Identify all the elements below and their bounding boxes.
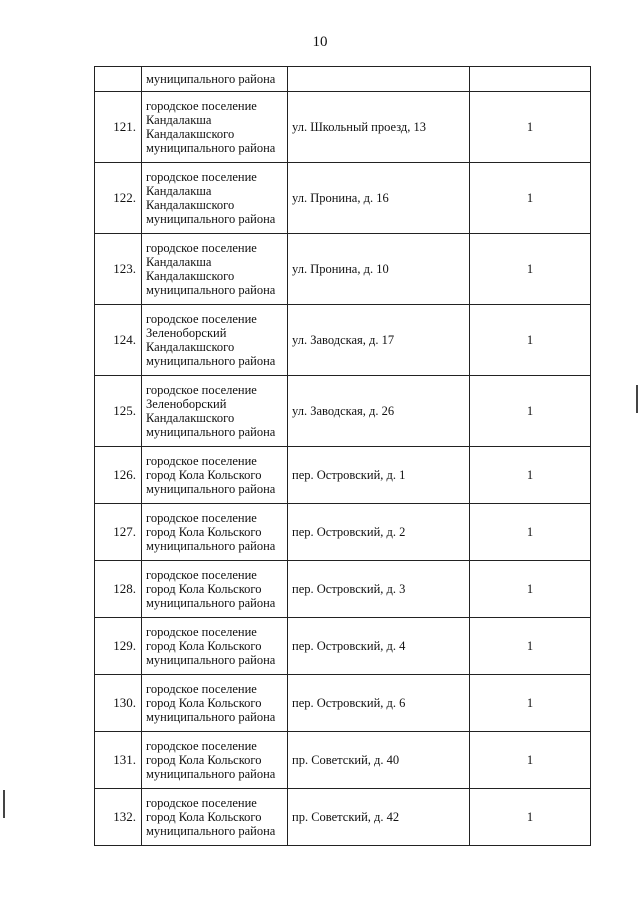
table-row-continued [95, 67, 591, 92]
table-body [95, 67, 591, 846]
address-cell: ул. Школьный проезд, 13 [288, 92, 470, 163]
address-cell: ул. Заводская, д. 17 [288, 305, 470, 376]
municipality-cell: городское поселение Зеленоборский Кандалакшского муниципального района [142, 376, 288, 447]
municipality-cell: городское поселение город Кола Кольского муниципального района [142, 675, 288, 732]
table-row [95, 504, 591, 561]
table-row [95, 92, 591, 163]
address-cell: пер. Островский, д. 4 [288, 618, 470, 675]
quantity-cell: 1 [470, 504, 591, 561]
scan-edge-mark [636, 385, 638, 413]
address-cell [288, 67, 470, 92]
table-row [95, 305, 591, 376]
municipality-cell: городское поселение город Кола Кольского муниципального района [142, 504, 288, 561]
row-number: 121. [95, 92, 142, 163]
row-number: 132. [95, 789, 142, 846]
row-number: 127. [95, 504, 142, 561]
page-number: 10 [312, 34, 328, 50]
municipality-cell: городское поселение город Кола Кольского муниципального района [142, 561, 288, 618]
quantity-cell: 1 [470, 163, 591, 234]
row-number: 129. [95, 618, 142, 675]
row-number: 122. [95, 163, 142, 234]
municipality-cell: городское поселение Кандалакша Кандалакшского муниципального района [142, 234, 288, 305]
table-row [95, 618, 591, 675]
quantity-cell [470, 67, 591, 92]
table-row [95, 561, 591, 618]
address-cell: ул. Заводская, д. 26 [288, 376, 470, 447]
address-cell: пер. Островский, д. 2 [288, 504, 470, 561]
table-row [95, 376, 591, 447]
quantity-cell: 1 [470, 234, 591, 305]
row-number: 124. [95, 305, 142, 376]
quantity-cell: 1 [470, 376, 591, 447]
municipality-cell: городское поселение Кандалакша Кандалакшского муниципального района [142, 163, 288, 234]
row-number [95, 67, 142, 92]
municipality-cell: городское поселение Зеленоборский Кандалакшского муниципального района [142, 305, 288, 376]
row-number: 131. [95, 732, 142, 789]
row-number: 125. [95, 376, 142, 447]
table-row [95, 447, 591, 504]
municipality-cell: городское поселение город Кола Кольского муниципального района [142, 618, 288, 675]
municipality-cell: городское поселение город Кола Кольского муниципального района [142, 732, 288, 789]
quantity-cell: 1 [470, 92, 591, 163]
scan-edge-mark [3, 790, 5, 818]
row-number: 126. [95, 447, 142, 504]
address-cell: пер. Островский, д. 1 [288, 447, 470, 504]
address-cell: ул. Пронина, д. 16 [288, 163, 470, 234]
address-cell: пер. Островский, д. 3 [288, 561, 470, 618]
table-row [95, 789, 591, 846]
quantity-cell: 1 [470, 618, 591, 675]
table-row [95, 234, 591, 305]
locations-table [94, 66, 591, 846]
quantity-cell: 1 [470, 789, 591, 846]
municipality-cell: городское поселение город Кола Кольского муниципального района [142, 789, 288, 846]
quantity-cell: 1 [470, 447, 591, 504]
table-row [95, 675, 591, 732]
address-cell: ул. Пронина, д. 10 [288, 234, 470, 305]
table-row [95, 163, 591, 234]
municipality-cell: муниципального района [142, 67, 288, 92]
municipality-cell: городское поселение Кандалакша Кандалакшского муниципального района [142, 92, 288, 163]
row-number: 123. [95, 234, 142, 305]
quantity-cell: 1 [470, 675, 591, 732]
row-number: 128. [95, 561, 142, 618]
quantity-cell: 1 [470, 732, 591, 789]
address-cell: пр. Советский, д. 40 [288, 732, 470, 789]
table-row [95, 732, 591, 789]
row-number: 130. [95, 675, 142, 732]
quantity-cell: 1 [470, 561, 591, 618]
address-cell: пер. Островский, д. 6 [288, 675, 470, 732]
quantity-cell: 1 [470, 305, 591, 376]
municipality-cell: городское поселение город Кола Кольского муниципального района [142, 447, 288, 504]
address-cell: пр. Советский, д. 42 [288, 789, 470, 846]
